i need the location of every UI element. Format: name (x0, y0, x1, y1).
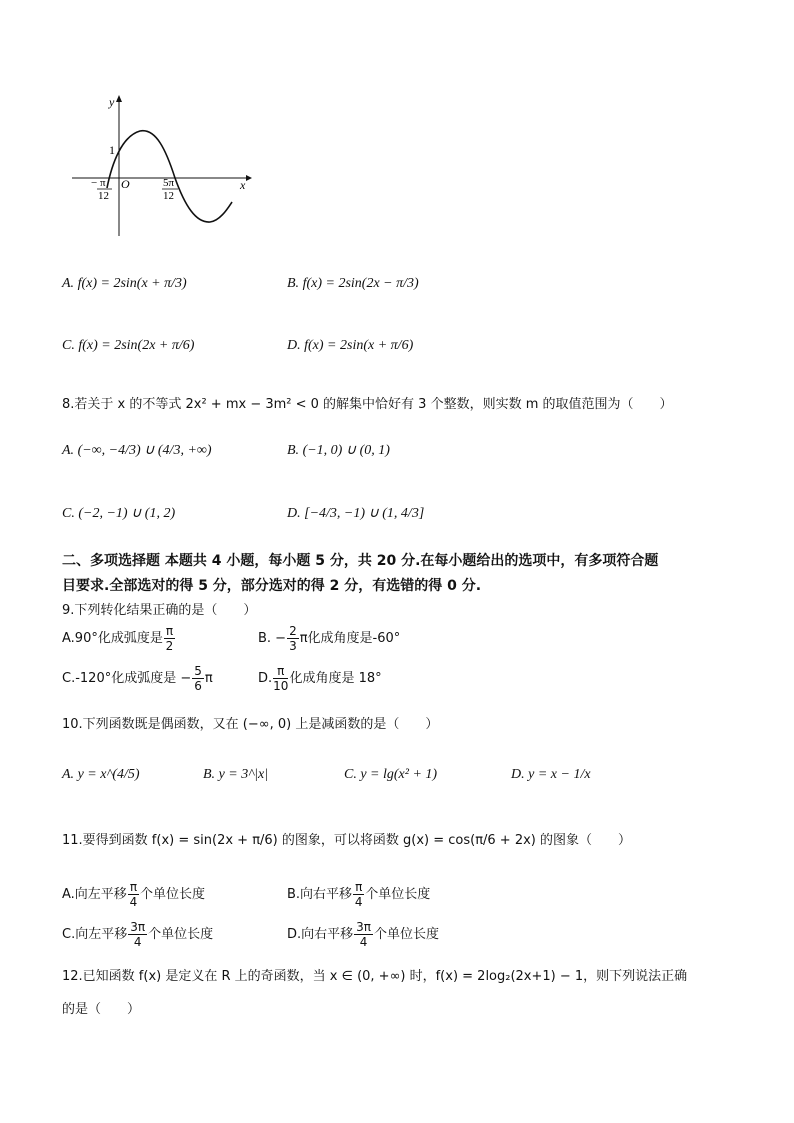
section2-heading-line2: 目要求.全部选对的得 5 分，部分选对的得 2 分，有选错的得 0 分. (62, 578, 482, 594)
frac: $\frac{3\pi}{4}$ (356, 920, 372, 949)
q9-option-c[interactable]: C.-120°化成弧度是 − $\frac{5}{6}$ π (62, 664, 213, 693)
x-axis-arrow (246, 175, 252, 181)
x-axis-label: x (240, 178, 246, 192)
q8-option-d[interactable]: D. [−4/3, −1) ∪ (1, 4/3] (287, 506, 425, 521)
q10-option-d[interactable]: D. y = x − 1/x (511, 767, 591, 782)
q9-option-d[interactable]: D. $\frac{\pi}{10}$ 化成角度是 18° (258, 664, 382, 693)
pos-tick-num: 5π (163, 177, 175, 189)
q7-option-a[interactable]: A. f(x) = 2sin(x + π/3) (62, 276, 187, 291)
q12-stem-line2: 的是（ ） (62, 1002, 141, 1017)
y-axis-arrow (116, 95, 122, 102)
q11-stem: 11.要得到函数 f(x) = sin(2x + π/6) 的图象，可以将函数 g(x) = cos(π/6 + 2x) 的图象（ ） (62, 833, 632, 848)
q8-stem: 8.若关于 x 的不等式 2x² + mx − 3m² < 0 的解集中恰好有 3 个整数，则实数 m 的取值范围为（ ） (62, 397, 673, 412)
section2-heading-line1: 二、多项选择题 本题共 4 小题，每小题 5 分，共 20 分.在每小题给出的选项中，有多项符合题 (62, 553, 659, 569)
q11-option-c[interactable]: C.向左平移 $\frac{3\pi}{4}$ 个单位长度 (62, 920, 214, 949)
frac: $\frac{2}{3}$ (289, 624, 297, 653)
sine-graph (60, 88, 260, 243)
frac: $\frac{\pi}{2}$ (165, 624, 174, 653)
q7-option-d[interactable]: D. f(x) = 2sin(x + π/6) (287, 338, 414, 353)
frac: $\frac{\pi}{4}$ (129, 880, 138, 909)
q11-option-a[interactable]: A.向左平移 $\frac{\pi}{4}$ 个单位长度 (62, 880, 206, 909)
one-label: 1 (109, 143, 115, 157)
q10-option-b[interactable]: B. y = 3^|x| (203, 767, 269, 782)
frac: $\frac{5}{6}$ (194, 664, 202, 693)
frac: $\frac{3\pi}{4}$ (130, 920, 146, 949)
pos-tick-den: 12 (163, 190, 174, 202)
q8-option-a[interactable]: A. (−∞, −4/3) ∪ (4/3, +∞) (62, 443, 212, 458)
q10-option-c[interactable]: C. y = lg(x² + 1) (344, 767, 438, 782)
frac: $\frac{\pi}{10}$ (273, 664, 289, 693)
q12-stem-line1: 12.已知函数 f(x) 是定义在 R 上的奇函数，当 x ∈ (0, +∞) 时，f(x) = 2log₂(2x+1) − 1，则下列说法正确 (62, 969, 688, 984)
q9-stem: 9.下列转化结果正确的是（ ） (62, 603, 257, 618)
q9-option-a[interactable]: A.90°化成弧度是 $\frac{\pi}{2}$ (62, 624, 174, 653)
neg-tick-num: π (100, 177, 106, 189)
q10-option-a[interactable]: A. y = x^(4/5) (62, 767, 140, 782)
q11-option-b[interactable]: B.向右平移 $\frac{\pi}{4}$ 个单位长度 (287, 880, 431, 909)
q11-option-d[interactable]: D.向右平移 $\frac{3\pi}{4}$ 个单位长度 (287, 920, 440, 949)
neg-tick-sign: − (91, 177, 98, 189)
q7-option-c[interactable]: C. f(x) = 2sin(2x + π/6) (62, 338, 195, 353)
q8-option-c[interactable]: C. (−2, −1) ∪ (1, 2) (62, 506, 176, 521)
frac: $\frac{\pi}{4}$ (354, 880, 363, 909)
q7-option-b[interactable]: B. f(x) = 2sin(2x − π/3) (287, 276, 419, 291)
q9-option-b[interactable]: B. − $\frac{2}{3}$ π化成角度是-60° (258, 624, 401, 653)
q8-option-b[interactable]: B. (−1, 0) ∪ (0, 1) (287, 443, 390, 458)
neg-tick-den: 12 (98, 190, 109, 202)
origin-label: O (121, 177, 130, 191)
y-axis-label: y (109, 95, 115, 109)
q10-stem: 10.下列函数既是偶函数，又在 (−∞, 0) 上是减函数的是（ ） (62, 717, 439, 732)
